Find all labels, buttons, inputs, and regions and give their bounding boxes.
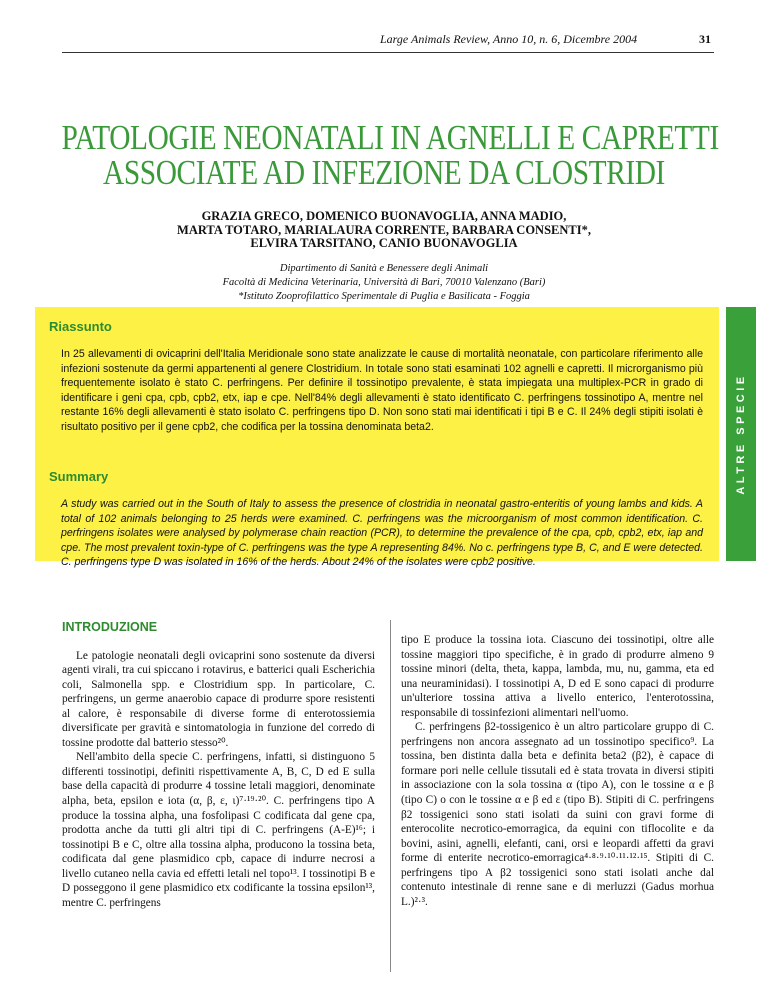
authors-line-3: ELVIRA TARSITANO, CANIO BUONAVOGLIA bbox=[250, 236, 518, 250]
affiliation-line-2: Facoltà di Medicina Veterinaria, Università di Bari, 70010 Valenzano (Bari) bbox=[222, 277, 546, 288]
section-sidebar-tab bbox=[726, 307, 756, 561]
page-number: 31 bbox=[699, 32, 711, 46]
intro-paragraph-4: C. perfringens β2-tossigenico è un altro particolare gruppo di C. perfringens non ancora assegnato ad un tossinotipo specifico⁹. La tossina, ben distinta dalla beta e definita beta2 (β2), è capace di formare pori nelle cellule tissutali ed è stata trovata in diversi stipiti in associazione con la sola tossina α (tipo A), con le tossine α e β (tipo C) o con le tossine α e β ed ε (tipo B). Stipiti di C. perfringens β2 tossigenici sono stati isolati da suini con gravi forme di enterocolite necrotico-emorragica, da equini con tiflocolite e da bovini, asini, agnelli, elefanti, cani, orsi e leopardi affetti da gravi forme di enterite necrotico-emorragica⁴·⁸·⁹·¹⁰·¹¹·¹²·¹⁵. Stipiti di C. perfringens tipo A β2 tossigenici sono stati isolati anche dal contenuto intestinale di renne sane e di merluzzi (Gadus morhua L.)²·³. bbox=[401, 721, 714, 908]
affiliation-line-3: *Istituto Zooprofilattico Sperimentale di Puglia e Basilicata - Foggia bbox=[238, 291, 530, 302]
title-line-1: PATOLOGIE NEONATALI IN AGNELLI E CAPRETTI bbox=[61, 118, 719, 157]
title-line-2: ASSOCIATE AD INFEZIONE DA CLOSTRIDI bbox=[103, 153, 665, 192]
intro-paragraph-2: Nell'ambito della specie C. perfringens, infatti, si distinguono 5 differenti tossinotipi, definiti rispettivamente A, B, C, D ed E sulla base della capacità di produrre 4 tossine letali maggiori, denominate alpha, beta, epsilon e iota (α, β, ε, ι)⁷·¹⁹·²⁰. C. perfringens tipo A produce la tossina alpha, una fosfolipasi C codificata dal gene cpa, prodotta anche da tutti gli altri tipi di C. perfringens (A-E)¹⁶; i tossinotipi B e C, oltre alla tossina alpha, producono la tossina beta, codificata dal gene plasmidico cpb, capace di indurre necrosi a livello cutaneo nella cavia ed effetti letali nel topo¹³. I tossinotipi B e D posseggono il gene plasmidico etx codificante la tossina epsilon¹³, mentre C. perfringens bbox=[62, 751, 375, 909]
running-header bbox=[0, 32, 768, 52]
intro-paragraph-3: tipo E produce la tossina iota. Ciascuno dei tossinotipi, oltre alle tossine maggiori tipo specifiche, è in grado di produrre almeno 9 tossine minori (delta, theta, kappa, lambda, mu, nu, gamma, eta ed una neuraminidasi). I tossinotipi A, D ed E sono capaci di produrre un'ulteriore tossina attiva a livello enterico, l'enterotossina, responsabile di tossinfezioni alimentari nell'uomo. bbox=[401, 634, 714, 719]
body-column-right bbox=[401, 633, 714, 909]
intro-paragraph-1: Le patologie neonatali degli ovicaprini sono sostenute da diversi agenti virali, tra cui spiccano i rotavirus, e batterici quali Escherichia coli, Salmonella spp. e Clostridium spp. In particolare, C. perfringens, un germe anaerobio capace di produrre spore resistenti al calore, è responsabile di diverse forme di enterotossiemia diversificate per gravità e sintomatologia in funzione del corredo di tossine prodotte dal batterio stesso²⁰. bbox=[62, 649, 375, 749]
article-title bbox=[61, 118, 719, 192]
affiliation-line-1: Dipartimento di Sanità e Benessere degli Animali bbox=[279, 263, 489, 274]
header-rule bbox=[62, 52, 714, 53]
section-heading-introduzione: INTRODUZIONE bbox=[62, 620, 158, 634]
authors-line-1: GRAZIA GRECO, DOMENICO BUONAVOGLIA, ANNA MADIO, bbox=[201, 209, 567, 223]
summary-heading: Summary bbox=[49, 469, 109, 484]
authors-line-2: MARTA TOTARO, MARIALAURA CORRENTE, BARBARA CONSENTI*, bbox=[177, 222, 591, 237]
affiliations bbox=[0, 262, 768, 304]
sidebar-label: ALTRE SPECIE bbox=[735, 373, 747, 495]
summary-text: A study was carried out in the South of Italy to assess the presence of clostridia in neonatal gastro-enteritis of young lambs and kids. A total of 102 animals belonging to 25 herds were examined. C. perfringens was the microorganism of most common identification. C. perfringens isolates were analysed by polymerase chain reaction (PCR), to determine the prevalence of the cpa, cpb, cpb2, etx, iap and cpe. The most prevalent toxin-type of C. perfringens was the type A representing 84%. No c. perfringens type B, C, and E were detected. C. perfringens type D was isolated in 16% of the herds. About 24% of the isolates were cpb2 positive. bbox=[61, 498, 703, 569]
column-divider bbox=[390, 620, 391, 972]
riassunto-text: In 25 allevamenti di ovicaprini dell'Italia Meridionale sono state analizzate le cause di mortalità neonatale, con particolare riferimento alle infezioni sostenute da germi appartenenti al genere Clostridium. In totale sono stati esaminati 102 agnelli e capretti. Il microrganismo più frequentemente isolato è stato C. perfringens. Per definire il tossinotipo prevalente, è stata impiegata una multiplex-PCR in grado di identificare i geni cpa, cpb, cpb2, etx, iap e cpe. Nell'84% degli allevamenti è stato identificato C. perfringens tossinotipo A, mentre nel restante 16% degli allevamenti è stato isolato C. perfringens tipo D. Non sono stati mai identificati i tipi B e C. Il 24% degli stipiti isolati è risultato positivo per il gene cpb2, che codifica per la tossina denominata beta2. bbox=[61, 348, 703, 433]
journal-citation: Large Animals Review, Anno 10, n. 6, Dicembre 2004 bbox=[380, 32, 638, 46]
body-column-left bbox=[62, 620, 375, 910]
abstract-box bbox=[35, 307, 719, 569]
riassunto-heading: Riassunto bbox=[49, 319, 112, 334]
author-list bbox=[0, 210, 768, 251]
